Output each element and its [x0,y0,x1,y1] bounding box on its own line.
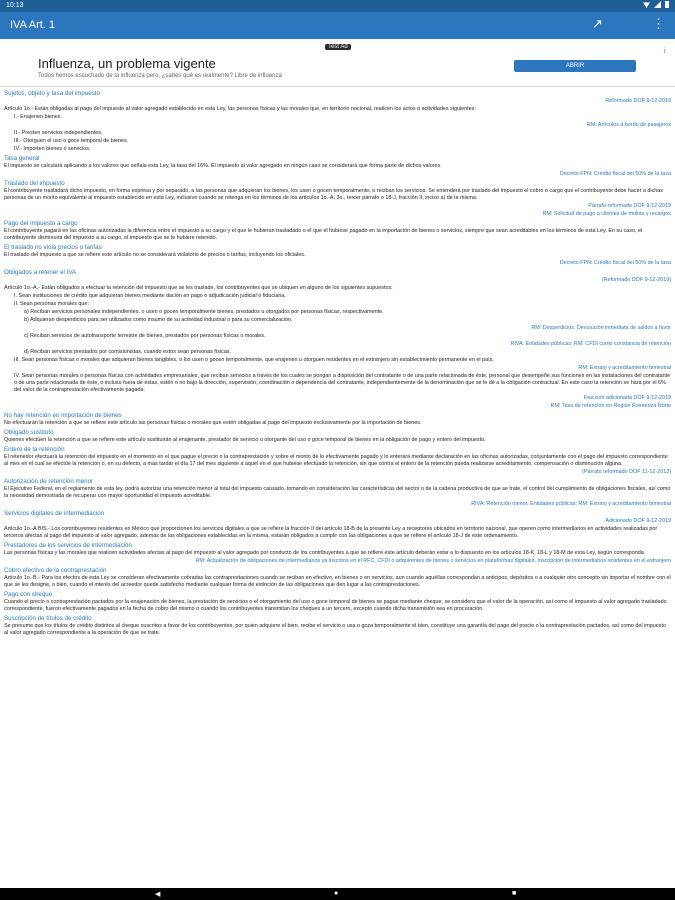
reference-link[interactable]: Párrafo reformado DOF 9-12-2019 [588,203,671,209]
recents-icon[interactable]: ■ [512,890,517,897]
article-paragraph: II. Sean personas morales que: [14,301,89,307]
article-paragraph: Quienes efectúen la retención a que se refiere este artículo sustituirán al enajenante, prestador de servicio u otorgante del uso o goce temporal de bienes en la obligación de pago y entero del impuesto. [4,437,486,443]
reference-link[interactable]: Decreto FPN: Crédito fiscal del 50% de la tasa [559,260,671,266]
section-heading: Pago con cheque [4,591,53,598]
article-paragraph: a) Reciban servicios personales independientes, o usen o gocen temporalmente bienes, prestados u otorgados por personas físicas, respectivamente. [24,309,384,315]
section-heading: Suscripción de títulos de crédito [4,615,92,622]
article-paragraph: El Ejecutivo Federal, en el reglamento de esta ley, podrá autorizar una retención menor al total del impuesto causado, tomando en consideración las características del sector o de la cadena productiva de que se trate, el control del cumplimiento de obligaciones fiscales, así como la necesidad demostrada de recuperar con mayor oportunidad el impuesto acreditable. [4,486,671,499]
navigation-bar [0,888,675,900]
article-paragraph: El contribuyente pagará en las oficinas autorizadas la diferencia entre el impuesto a su cargo y el que le hubieran trasladado o el que él hubiese pagado en la importación de bienes o servicios, siempre que sean acreditables en los términos de esta Ley. En su caso, el contribuyente disminuirá del impuesto a su cargo, el impuesto que se le hubiere retenido. [4,228,643,241]
ad-tag: Test Ad [325,44,351,50]
section-heading: Sujetos, objeto y tasa del impuesto [4,90,100,97]
article-paragraph: d) Reciban servicios prestados por comisionistas, cuando estos sean personas físicas. [24,349,232,355]
reference-link[interactable]: Reformado DOF 9-12-2019 [605,98,671,104]
article-content[interactable] [4,88,671,888]
reference-link[interactable]: RM: Actualización de obligaciones de intermediarios ya inscritos en el RFC, CFDI o adquirentes de bienes o servicios en plataformas digitales, Inscripción de intermediarios residentes en el extranjero [195,558,671,564]
reference-link[interactable]: Decreto FPN: Crédito fiscal del 50% de la tasa [559,171,671,177]
article-paragraph: No efectuarán la retención a que se refiere este artículo las personas físicas o morales que estén obligadas al pago del impuesto exclusivamente por la importación de bienes. [4,420,422,426]
reference-link[interactable]: RM: Desperdicios, Devolución inmediata de saldos a favor [531,325,671,331]
article-paragraph: El impuesto se calculará aplicando a los valores que señala esta Ley, la tasa del 16%. El impuesto al valor agregado en ningún caso se considerará que forma parte de dichos valores. [4,163,442,169]
ad-title[interactable]: Influenza, un problema vigente [38,56,216,71]
section-heading: Traslado del impuesto [4,180,65,187]
back-icon[interactable]: ◀ [155,891,161,898]
article-paragraph: El traslado del impuesto a que se refiere este artículo no se considerará violatorio de precios o tarifas, incluyendo los oficiales. [4,252,306,258]
article-paragraph: I. Sean instituciones de crédito que adquieran bienes mediante dación en pago o adjudicación judicial o fiduciaria. [14,293,286,299]
article-paragraph: El retenedor efectuará la retención del impuesto en el momento en el que pague el precio o la contraprestación y sobre el monto de lo efectivamente pagado y lo enterará mediante declaración en las oficinas autorizadas, conjuntamente con el pago del impuesto correspondiente al mes en el cual se efectúe la retención o, en su defecto, a más tardar el día 17 del mes siguiente a aquél en el que hubiese efectuado la retención, sin que contra el entero de la retención pueda realizarse acreditamiento, compensación o disminución alguna. [4,454,668,467]
reference-link[interactable]: RM: Extranj y acreditamiento bimestral [578,365,671,371]
section-heading: Tasa general [4,155,40,162]
article-paragraph: El contribuyente trasladará dicho impuesto, en forma expresa y por separado, a las personas que adquieran los bienes, los usen o gocen temporalmente, o reciban los servicios. Se entenderá por traslado del impuesto el cobro o cargo que el contribuyente debe hacer a dichas personas de un monto equivalente al impuesto establecido en esta Ley, inclusive cuando se retenga en los términos de los artículos 1o.-A, 3o., tercer párrafo o 18-J, fracción II, inciso a) de la misma. [4,188,663,201]
section-heading: Autorización de retención menor [4,478,94,485]
article-paragraph: Las personas físicas y las morales que realicen actividades afectas al pago del impuesto al valor agregado por conducto de los contribuyentes a que se refiere este artículo deberán estar a lo dispuesto en los artículos 18-K, 18-L y 18-M de esta Ley, según corresponda. [4,550,646,556]
section-heading: No hay retención en importación de bienes [4,412,122,419]
wifi-icon [643,1,650,8]
article-paragraph: Artículo 1o.-A BIS.- Los contribuyentes residentes en México que proporcionen los servicios digitales a que se refiere la fracción II del artículo 18-B de la presente Ley a receptores ubicados en territorio nacional, que operen como intermediarios en actividades realizadas por terceros afectas al pago del impuesto al valor agregado, además de las obligaciones establecidas en la misma, estarán obligados a cumplir con las obligaciones a que se refiere el artículo 18-J de este ordenamiento. [4,526,658,539]
reference-link[interactable]: Fracción adicionada DOF 9-12-2019 [583,395,671,401]
article-paragraph: III.- Otorguen el uso o goce temporal de bienes. [14,138,129,144]
status-icons [643,1,669,8]
reference-link[interactable]: RM: Tasa de retención en Región Fronteriza Norte [550,403,671,409]
article-paragraph: c) Reciban servicios de autotransporte terrestre de bienes, prestados por personas físicas o morales. [24,333,266,339]
article-paragraph: IV.- Importen bienes o servicios. [14,146,91,152]
reference-link[interactable]: RM: Solicitud de pago a clientes de multas y recargos [542,211,671,217]
article-paragraph: Artículo 1o.-A.- Están obligados a efectuar la retención del impuesto que se les traslade, los contribuyentes que se ubiquen en alguno de los siguientes supuestos: [4,285,393,291]
section-heading: Prestadores de los servicios de intermediación [4,542,132,549]
home-icon[interactable]: ● [334,890,339,897]
article-paragraph: Artículo 1o.-B.- Para los efectos de esta Ley se consideran efectivamente cobradas las contraprestaciones cuando se reciban en efectivo, en bienes o en servicios, aun cuando aquéllas correspondan a anticipos, depósitos o a cualquier otro concepto sin importar el nombre con el que se les designe, o bien, cuando el interés del acreedor quede satisfecho mediante cualquier forma de extinción de las obligaciones que den lugar a las contraprestaciones. [4,575,671,588]
status-bar [0,0,675,12]
ad-open-button[interactable]: ABRIR [514,60,636,72]
reference-link[interactable]: (Párrafo reformado DOF 11-12-2013) [582,469,671,475]
reference-link[interactable]: RIVA: Retención menor, Entidades públicas; RM: Extranj y acreditamiento bimestral [471,501,671,507]
more-options-icon[interactable]: ⋮ [652,16,665,31]
section-heading: Cobro efectivo de la contraprestación [4,567,107,574]
article-paragraph: Cuando el precio o contraprestación pactados por la enajenación de bienes, la prestación de servicios o el otorgamiento del uso o goce temporal de bienes se pague mediante cheque, se considera que el valor de la operación, así como el impuesto al valor agregado trasladado correspondiente, fueron efectivamente pagados en la fecha de cobro del mismo o cuando los contribuyentes transmitan los cheques a un tercero, excepto cuando dicha transmisión sea en procuración. [4,599,667,612]
signal-icon [654,1,661,8]
section-heading: Pago del impuesto a cargo [4,220,78,227]
app-bar [0,12,675,39]
article-paragraph: III. Sean personas físicas o morales que adquieran bienes tangibles, o los usen o gocen temporalmente, que enajenen u otorguen residentes en el extranjero sin establecimiento permanente en el país. [14,357,494,363]
section-heading: Servicios digitales de intermediación [4,510,105,517]
reference-link[interactable]: RM: Artículos a bordo de pasajeros [586,122,671,128]
section-heading: Obligados a retener el IVA [4,269,77,276]
ad-banner[interactable] [0,46,675,87]
page-title: IVA Art. 1 [10,19,56,31]
article-paragraph: IV. Sean personas morales o personas físicas con actividades empresariales, que reciban servicios a través de los cuales se pongan a disposición del contratante o de una parte relacionada de éste, personal que desempeñe sus funciones en las instalaciones del contratante o de una parte relacionada de éste, o incluso fuera de éstas, estén o no bajo la dirección, supervisión, coordinación o dependencia del contratante, independientemente de la denominación que se le dé a la obligación contractual. En este caso la retención se hará por el 6% del valor de la contraprestación efectivamente pagada. [14,373,671,393]
section-heading: Entero de la retención [4,446,65,453]
ad-info-icon[interactable]: i [664,48,666,55]
reference-link[interactable]: RIVA: Entidades públicas; RM: CFDI como constancia de retención [510,341,671,347]
article-paragraph: Se presume que los títulos de crédito distintos al cheque suscritos a favor de los contribuyentes, por quien adquiere el bien, recibe el servicio o usa o goza temporalmente el bien, constituye una garantía del pago del precio o la contraprestación pactados, así como del impuesto al valor agregado correspondiente a la operación de que se trate. [4,623,666,636]
section-heading: Obligado sustituto [4,429,54,436]
share-icon[interactable]: ↗ [592,16,603,31]
ad-subtitle: Todos hemos escuchado de la influenza pero, ¿sabes qué es realmente? Libre de influenza [38,73,282,79]
section-heading: El traslado no viola precios o tarifas [4,244,102,251]
status-time: 10:13 [6,2,24,9]
article-paragraph: I.- Enajenen bienes. [14,114,62,120]
battery-icon [665,1,669,8]
reference-link[interactable]: Adicionado DOF 9-12-2019 [605,518,671,524]
reference-link[interactable]: (Reformado DOF 9-12-2019) [601,277,671,283]
article-paragraph: b) Adquieran desperdicios para ser utilizados como insumo de su actividad industrial o para su comercialización. [24,317,293,323]
article-paragraph: II.- Presten servicios independientes. [14,130,103,136]
article-paragraph: Artículo 1o.- Están obligadas al pago del impuesto al valor agregado establecido en esta Ley, las personas físicas y las morales que, en territorio nacional, realicen los actos o actividades siguientes: [4,106,476,112]
